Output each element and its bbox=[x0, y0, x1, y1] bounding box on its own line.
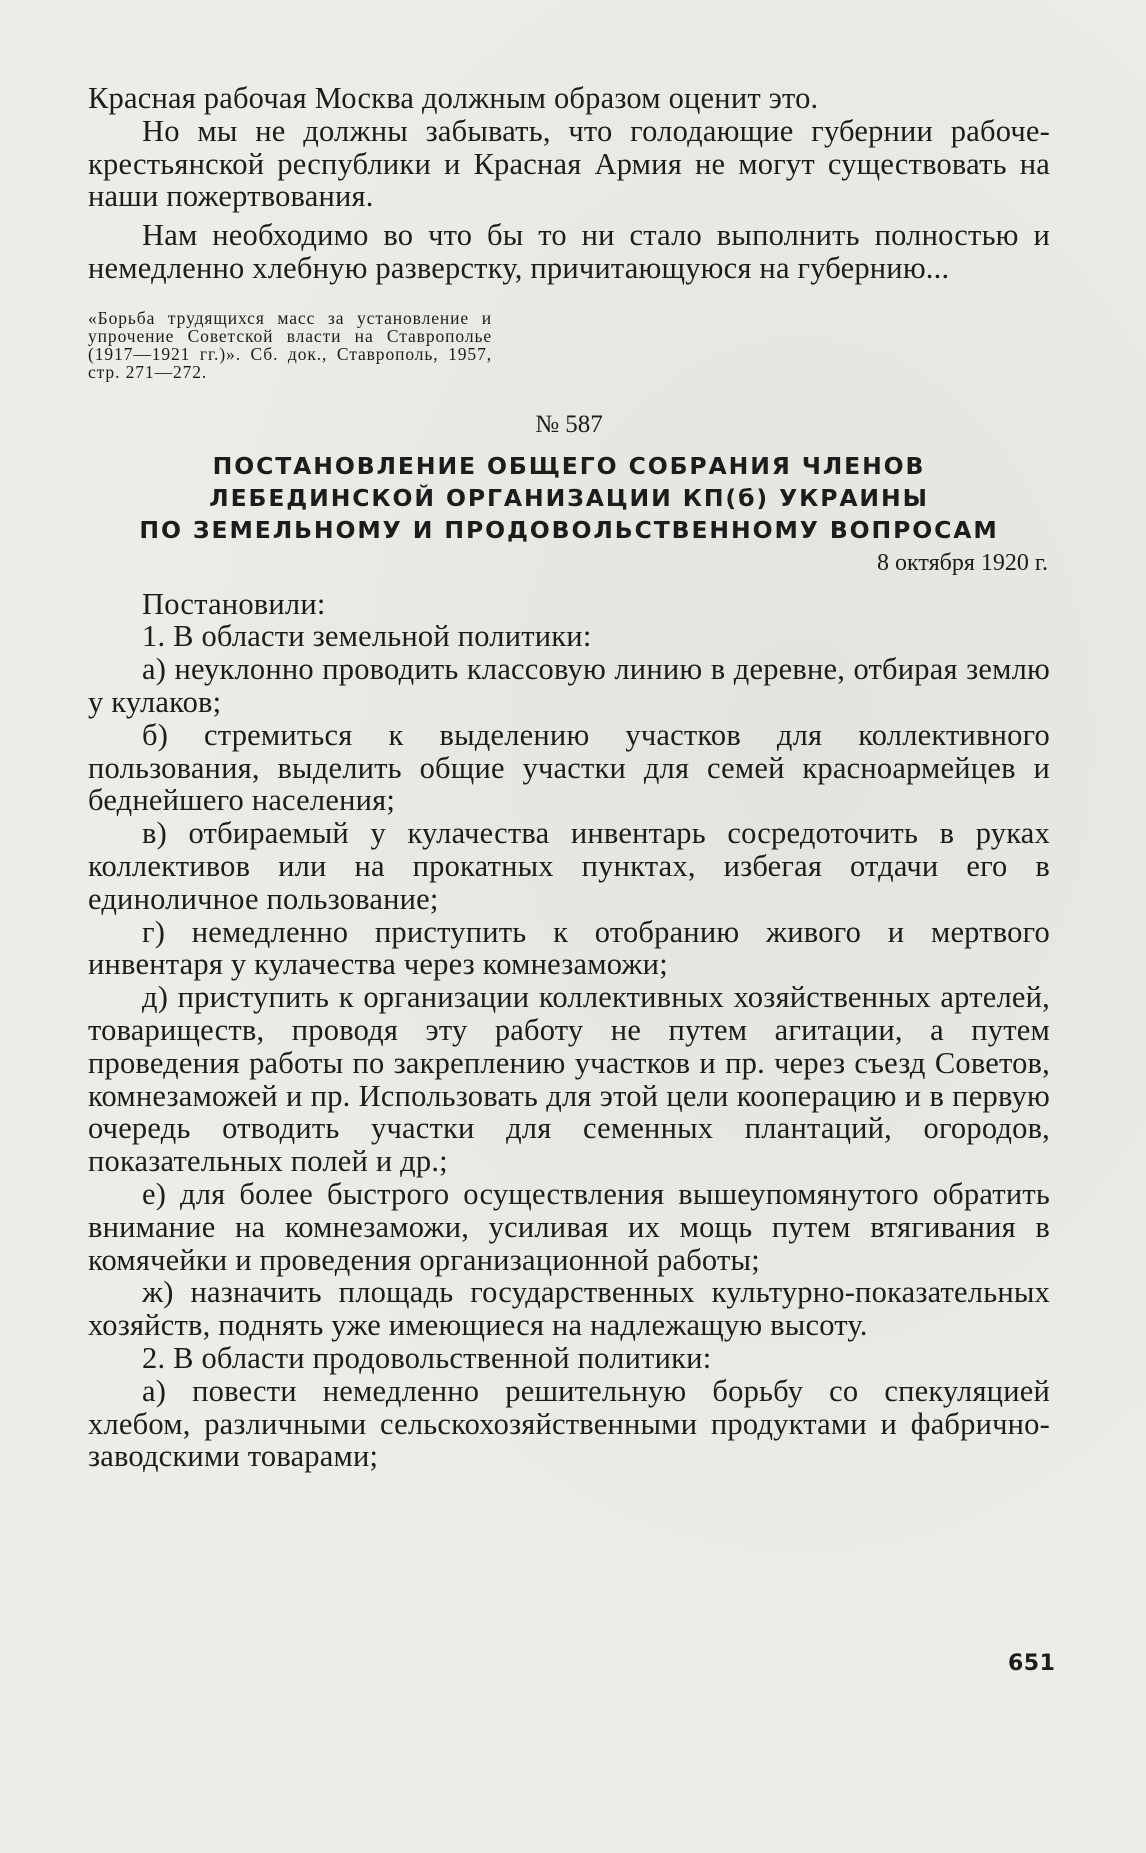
decree-lead: Постановили: bbox=[142, 586, 326, 621]
document-title bbox=[88, 450, 1050, 546]
source-citation: «Борьба трудящихся масс за установление и упрочение Советской власти на Ставрополье (1917—1921 гг.)». Сб. док., Ставрополь, 1957, стр. 271—272. bbox=[88, 307, 492, 383]
decree-item: д) приступить к организации коллективных хозяйственных артелей, товариществ, проводя эту работу не путем агитации, а путем проведения работы по закреплению участков и пр. через съезд Советов, комнезаможей и пр. Использовать для этой цели кооперацию и в первую очередь отводить участки для семенных плантаций, огородов, показательных полей и др.; bbox=[88, 980, 1050, 1179]
document-number: № 587 bbox=[535, 410, 603, 438]
intro-paragraph: Но мы не должны забывать, что голодающие губернии рабоче-крестьянской республики и Красная Армия не могут существовать на наши пожертвования. bbox=[88, 113, 1050, 214]
section-heading: 2. В области продовольственной политики: bbox=[142, 1340, 712, 1375]
intro-paragraph: Нам необходимо во что бы то ни стало выполнить полностью и немедленно хлебную разверстку, причитающуюся на губернию... bbox=[88, 218, 1050, 285]
decree-item: ж) назначить площадь государственных культурно-показательных хозяйств, поднять уже имеющиеся на надлежащую высоту. bbox=[88, 1275, 1050, 1343]
decree-item: а) неуклонно проводить классовую линию в деревне, отбирая землю у кулаков; bbox=[88, 652, 1050, 719]
document-date: 8 октября 1920 г. bbox=[877, 549, 1048, 576]
decree-item: а) повести немедленно решительную борьбу со спекуляцией хлебом, различными сельскохозяйственными продуктами и фабрично-заводскими товарами; bbox=[88, 1373, 1050, 1474]
page-number: 651 bbox=[1008, 1651, 1056, 1676]
text-column bbox=[88, 82, 1050, 1473]
decree-item: б) стремиться к выделению участков для коллективного пользования, выделить общие участки для семей красноармейцев и беднейшего населения; bbox=[88, 717, 1050, 818]
document-title-line: ЛЕБЕДИНСКОЙ ОРГАНИЗАЦИИ КП(б) УКРАИНЫ bbox=[209, 483, 929, 512]
decree-item: е) для более быстрого осуществления вышеупомянутого обратить внимание на комнезаможи, усиливая их мощь путем втягивания в комячейки и проведения организационной работы; bbox=[88, 1176, 1050, 1277]
decree-body bbox=[88, 588, 1050, 1474]
section-heading: 1. В области земельной политики: bbox=[142, 619, 592, 654]
document-title-line: ПОСТАНОВЛЕНИЕ ОБЩЕГО СОБРАНИЯ ЧЛЕНОВ bbox=[212, 451, 926, 480]
intro-paragraph: Красная рабочая Москва должным образом оценит это. bbox=[88, 81, 819, 115]
decree-item: г) немедленно приступить к отобранию живого и мертвого инвентаря у кулачества через комнезаможи; bbox=[88, 914, 1050, 982]
document-title-line: ПО ЗЕМЕЛЬНОМУ И ПРОДОВОЛЬСТВЕННОМУ ВОПРОСАМ bbox=[139, 515, 999, 544]
decree-item: в) отбираемый у кулачества инвентарь сосредоточить в руках коллективов или на прокатных пунктах, избегая отдачи его в единоличное пользование; bbox=[88, 816, 1050, 916]
